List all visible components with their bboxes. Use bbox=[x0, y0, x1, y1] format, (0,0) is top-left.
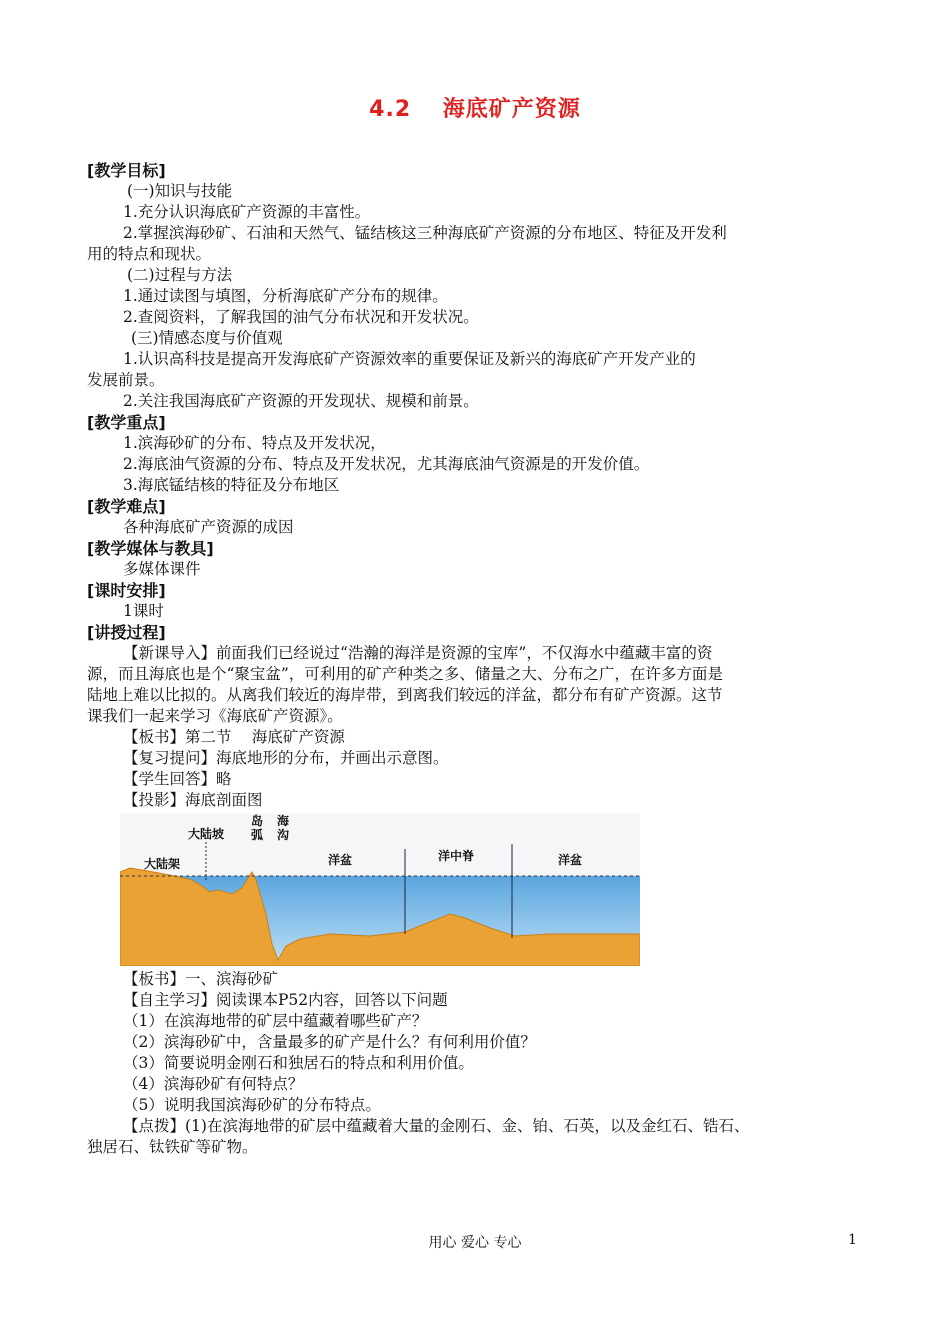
self-study: 【自主学习】阅读课本P52内容，回答以下问题 bbox=[123, 991, 448, 1009]
section-heading-media: [教学媒体与教具] bbox=[87, 539, 214, 558]
list-item: 1.充分认识海底矿产资源的丰富性。 bbox=[123, 203, 371, 221]
list-item: 2.查阅资料，了解我国的油气分布状况和开发状况。 bbox=[123, 308, 479, 326]
label-basin-right: 洋盆 bbox=[558, 853, 583, 867]
question-item: （5）说明我国滨海砂矿的分布特点。 bbox=[123, 1096, 381, 1114]
section-heading-goals: [教学目标] bbox=[87, 161, 166, 180]
label-shelf: 大陆架 bbox=[144, 857, 181, 871]
review-question: 【复习提问】海底地形的分布，并画出示意图。 bbox=[123, 749, 449, 767]
list-item: 2.掌握滨海砂矿、石油和天然气、锰结核这三种海底矿产资源的分布地区、特征及开发利 bbox=[123, 224, 727, 242]
label-arc-2: 弧 bbox=[251, 828, 264, 842]
subheading: (一)知识与技能 bbox=[127, 182, 233, 200]
page-title: 4.2 海底矿产资源 bbox=[369, 97, 581, 122]
question-item: （1）在滨海地带的矿层中蕴藏着哪些矿产？ bbox=[123, 1012, 428, 1030]
list-item: 1.滨海砂矿的分布、特点及开发状况， bbox=[123, 434, 386, 452]
seafloor-profile-diagram bbox=[120, 814, 640, 966]
hint-line: 【点拨】(1)在滨海地带的矿层中蕴藏着大量的金刚石、金、铂、石英，以及金红石、锆石、 bbox=[123, 1117, 750, 1135]
board-note: 【板书】一、滨海砂矿 bbox=[123, 970, 279, 988]
label-slope: 大陆坡 bbox=[188, 827, 225, 841]
page-number: 1 bbox=[848, 1232, 857, 1248]
section-heading-schedule: [课时安排] bbox=[87, 581, 166, 600]
list-item: 2.海底油气资源的分布、特点及开发状况，尤其海底油气资源是的开发价值。 bbox=[123, 455, 650, 473]
intro-line: 源，而且海底也是个“聚宝盆”，可利用的矿产种类之多、储量之大、分布之广，在许多方面是 bbox=[87, 665, 723, 683]
section-heading-process: [讲授过程] bbox=[87, 623, 166, 642]
intro-line: 课我们一起来学习《海底矿产资源》。 bbox=[87, 707, 343, 725]
list-item: 1.认识高科技是提高开发海底矿产资源效率的重要保证及新兴的海底矿产开发产业的 bbox=[123, 350, 696, 368]
list-item-cont: 发展前景。 bbox=[87, 371, 165, 389]
subheading: (三)情感态度与价值观 bbox=[131, 329, 283, 347]
board-note: 【板书】第二节 海底矿产资源 bbox=[123, 728, 345, 746]
list-item-cont: 用的特点和现状。 bbox=[87, 245, 212, 263]
question-item: （3）简要说明金刚石和独居石的特点和利用价值。 bbox=[123, 1054, 474, 1072]
student-answer: 【学生回答】略 bbox=[123, 770, 232, 788]
question-item: （2）滨海砂矿中，含量最多的矿产是什么？有何利用价值？ bbox=[123, 1033, 536, 1051]
list-item: 1.通过读图与填图，分析海底矿产分布的规律。 bbox=[123, 287, 448, 305]
subheading: (二)过程与方法 bbox=[127, 266, 233, 284]
label-ridge: 洋中脊 bbox=[438, 849, 475, 863]
section-heading-difficult: [教学难点] bbox=[87, 497, 166, 516]
label-arc-1: 岛 bbox=[251, 814, 264, 828]
label-trench-2: 沟 bbox=[277, 828, 290, 842]
label-trench-1: 海 bbox=[277, 814, 290, 828]
label-basin-left: 洋盆 bbox=[328, 853, 353, 867]
hint-line: 独居石、钛铁矿等矿物。 bbox=[87, 1138, 258, 1156]
media-text: 多媒体课件 bbox=[123, 560, 201, 578]
projection-note: 【投影】海底剖面图 bbox=[123, 791, 263, 809]
intro-line: 陆地上难以比拟的。从离我们较近的海岸带，到离我们较远的洋盆，都分布有矿产资源。这节 bbox=[87, 686, 723, 704]
list-item: 2.关注我国海底矿产资源的开发现状、规模和前景。 bbox=[123, 392, 479, 410]
schedule-text: 1课时 bbox=[123, 602, 164, 620]
lesson-content bbox=[87, 160, 867, 1158]
intro-line: 【新课导入】前面我们已经说过“浩瀚的海洋是资源的宝库”，不仅海水中蕴藏丰富的资 bbox=[123, 644, 713, 662]
difficult-text: 各种海底矿产资源的成因 bbox=[123, 518, 294, 536]
list-item: 3.海底锰结核的特征及分布地区 bbox=[123, 476, 340, 494]
page-footer: 用心 爱心 专心 bbox=[428, 1235, 522, 1251]
question-item: （4）滨海砂矿有何特点？ bbox=[123, 1075, 304, 1093]
section-heading-key-points: [教学重点] bbox=[87, 413, 166, 432]
